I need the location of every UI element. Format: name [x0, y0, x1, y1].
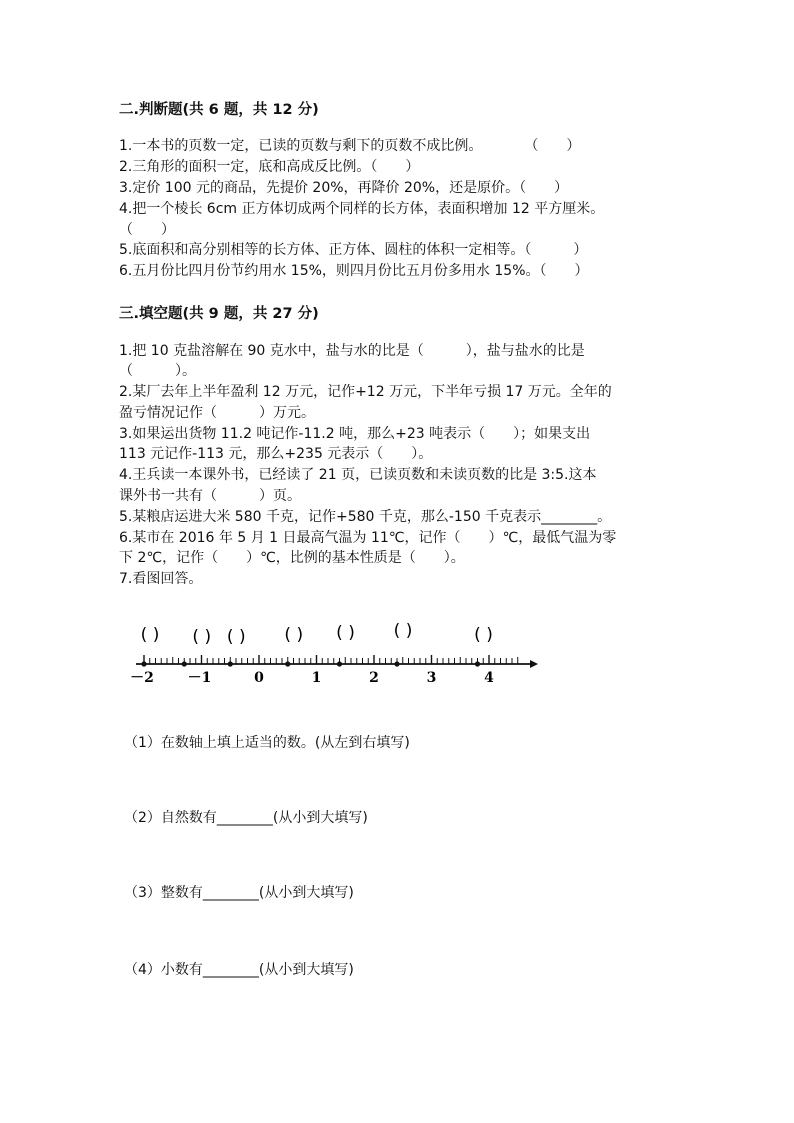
point-marker	[182, 661, 187, 666]
answer-blank: ( )	[336, 623, 355, 643]
section3-line: 1.把 10 克盐溶解在 90 克水中，盐与水的比是（ ），盐与盐水的比是	[119, 343, 585, 359]
tick-label: 4	[484, 670, 494, 686]
section2-line: 5.底面积和高分别相等的长方体、正方体、圆柱的体积一定相等。（ ）	[119, 242, 588, 258]
section2-title: 二.判断题(共 6 题，共 12 分)	[119, 102, 319, 118]
tick-label: －1	[187, 670, 212, 686]
point-marker	[228, 661, 233, 666]
answer-blank: ( )	[226, 627, 246, 647]
tick-label: －2	[130, 670, 154, 686]
section2-line: 1.一本书的页数一定，已读的页数与剩下的页数不成比例。 （ ）	[119, 138, 581, 154]
section2-line: 2.三角形的面积一定，底和高成反比例。（ ）	[119, 159, 420, 175]
section3-line: 4.王兵读一本课外书，已经读了 21 页，已读页数和未读页数的比是 3:5.这本	[119, 467, 597, 483]
section3-title: 三.填空题(共 9 题，共 27 分)	[119, 306, 319, 322]
section3-line: 课外书一共有（ ）页。	[119, 488, 301, 504]
number-line-blanks	[141, 621, 493, 647]
point-marker	[285, 661, 290, 666]
tick-label: 0	[254, 670, 264, 686]
answer-blank: ( )	[474, 625, 493, 645]
question-4: （4）小数有________(从小到大填写)	[124, 962, 354, 978]
section3-line: 下 2℃，记作（ ）℃，比例的基本性质是（ ）。	[119, 550, 465, 566]
answer-blank: ( )	[192, 627, 212, 647]
point-marker	[475, 661, 480, 666]
number-line-figure	[120, 618, 550, 690]
point-marker	[141, 661, 146, 666]
section3-line: 113 元记作-113 元，那么+235 元表示（ ）。	[119, 446, 433, 462]
answer-blank: ( )	[393, 621, 413, 641]
point-marker	[337, 661, 342, 666]
section2-line: （ ）	[119, 222, 175, 238]
answer-blank: ( )	[140, 625, 160, 645]
section3-line: （ ）。	[119, 363, 196, 379]
number-line-labels	[130, 670, 494, 686]
section3-line: 盈亏情况记作（ ）万元。	[119, 405, 315, 421]
tick-label: 1	[311, 670, 322, 686]
section2-line: 3.定价 100 元的商品，先提价 20%，再降价 20%，还是原价。（ ）	[119, 180, 569, 196]
question-3: （3）整数有________(从小到大填写)	[124, 885, 354, 901]
section3-line: 3.如果运出货物 11.2 吨记作-11.2 吨，那么+23 吨表示（ ）；如果支出	[119, 426, 591, 442]
tick-label: 2	[369, 670, 379, 686]
question-1: （1）在数轴上填上适当的数。(从左到右填写)	[124, 735, 410, 751]
answer-blank: ( )	[284, 625, 304, 645]
section2-line: 4.把一个棱长 6cm 正方体切成两个同样的长方体，表面积增加 12 平方厘米。	[119, 201, 605, 217]
section3-line: 2.某厂去年上半年盈利 12 万元，记作+12 万元，下半年亏损 17 万元。全年的	[119, 384, 612, 400]
section3-line: 7.看图回答。	[119, 571, 203, 587]
point-marker	[394, 661, 399, 666]
number-line-axis	[136, 655, 538, 668]
section3-line: 5.某粮店运进大米 580 千克，记作+580 千克，那么-150 千克表示________。	[119, 509, 612, 525]
section2-line: 6.五月份比四月份节约用水 15%，则四月份比五月份多用水 15%。（ ）	[119, 263, 589, 279]
section3-line: 6.某市在 2016 年 5 月 1 日最高气温为 11℃，记作（ ）℃，最低气温为零	[119, 530, 617, 546]
axis-arrow	[530, 660, 538, 668]
tick-label: 3	[426, 670, 437, 686]
question-2: （2）自然数有________(从小到大填写)	[124, 810, 368, 826]
